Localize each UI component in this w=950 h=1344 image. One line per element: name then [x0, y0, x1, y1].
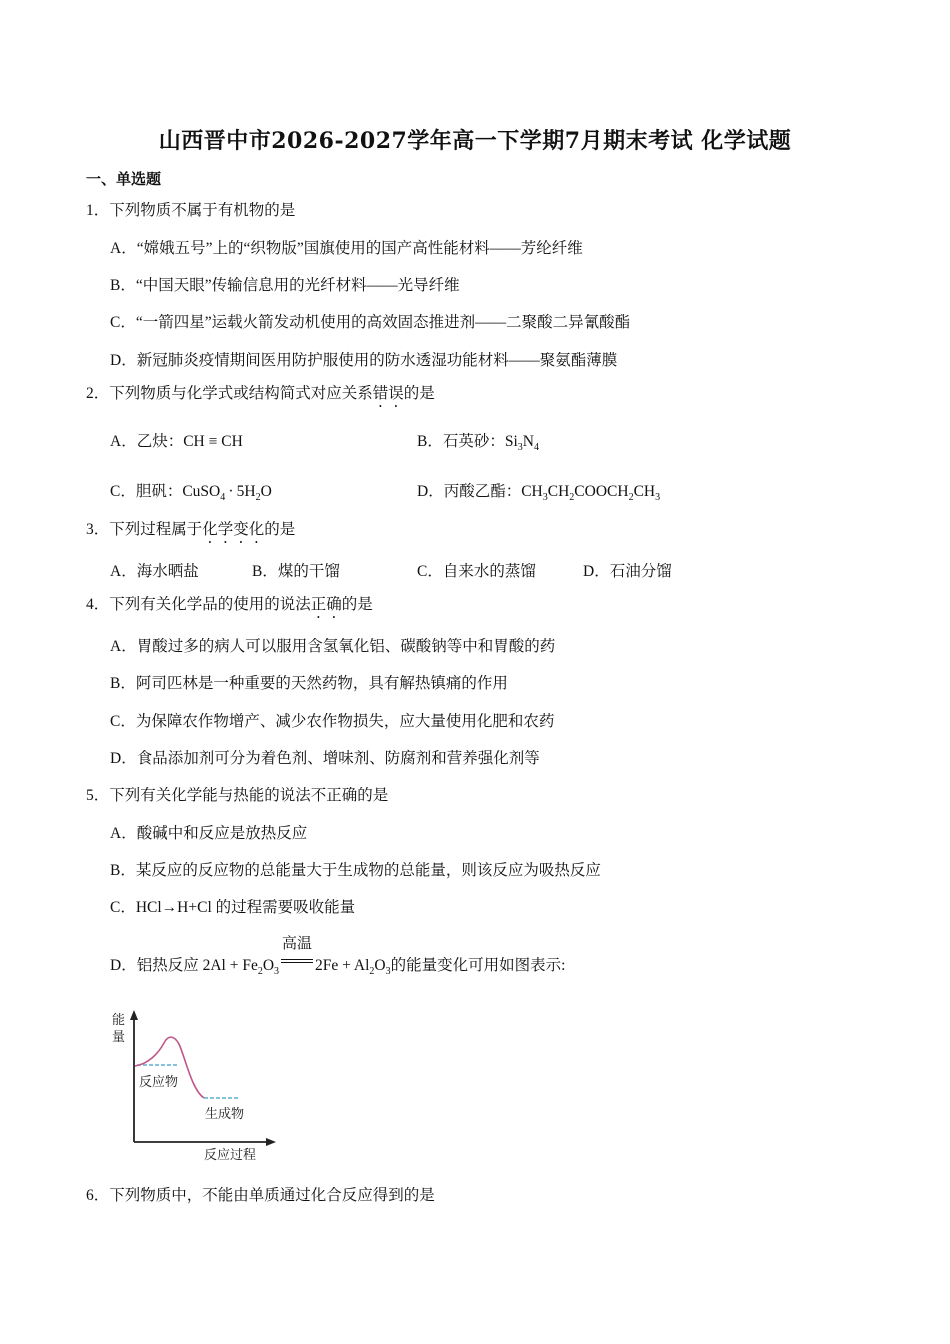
question-2-option-b: B．石英砂：$Si_3N_4$ [417, 433, 539, 453]
question-3-option-b: B．煤的干馏 [252, 563, 340, 580]
question-2-option-d: D．丙酸乙酯：$CH_3CH_2COOCH_2CH_3$ [417, 483, 661, 503]
product-label: 生成物 [205, 1107, 245, 1122]
equation-reactants: $2Al + Fe_2O_3$ [202, 957, 280, 977]
formula-si3n4: $Si_3N_4$ [504, 433, 539, 453]
formula-cuso4: CuSO$_4$ · $5H_2O$ [182, 483, 272, 503]
question-5-stem: 5．下列有关化学能与热能的说法不正确的是 [86, 787, 389, 804]
question-2-option-c: C．胆矾：CuSO$_4$ · $5H_2O$ [110, 483, 272, 503]
y-axis-arrow-icon [130, 1010, 138, 1020]
question-4-option-d: D．食品添加剂可分为着色剂、增味剂、防腐剂和营养强化剂等 [110, 750, 540, 767]
question-5-option-d: D．铝热反应 $2Al + Fe_2O_3$ 高温 $2Fe + Al_2O_3$的能量变化可用如图表示: [110, 936, 566, 977]
question-3-option-d: D．石油分馏 [583, 563, 672, 580]
question-1-option-c: C．“一箭四星”运载火箭发动机使用的高效固态推进剂——二聚酸二异氰酸酯 [110, 314, 631, 331]
y-axis-label-bottom: 量 [112, 1030, 126, 1045]
question-1-option-a: A．“嫦娥五号”上的“织物版”国旗使用的国产高性能材料——芳纶纤维 [110, 240, 583, 257]
question-2-stem: 2．下列物质与化学式或结构简式对应关系错误的是 [86, 385, 435, 402]
question-5-option-c: C．HCl→H+Cl 的过程需要吸收能量 [110, 899, 356, 916]
y-axis-label-top: 能 [112, 1013, 126, 1028]
question-3-emphasis: 化学变化 [202, 521, 265, 538]
section-heading: 一、单选题 [86, 170, 162, 188]
question-1-option-d: D．新冠肺炎疫情期间医用防护服使用的防水透湿功能材料——聚氨酯薄膜 [110, 352, 618, 369]
question-1-stem: 1．下列物质不属于有机物的是 [86, 202, 296, 219]
question-1-option-b: B．“中国天眼”传输信息用的光纤材料——光导纤维 [110, 277, 460, 294]
energy-diagram [104, 1008, 294, 1168]
formula-ethyne: CH ≡ CH [183, 433, 243, 450]
formula-ethyl-propanoate: $CH_3CH_2COOCH_2CH_3$ [521, 483, 661, 503]
question-3-option-a: A．海水晒盐 [110, 563, 199, 580]
reaction-condition: 高温 [280, 956, 314, 970]
question-5-option-b: B．某反应的反应物的总能量大于生成物的总能量，则该反应为吸热反应 [110, 862, 601, 879]
x-axis-arrow-icon [266, 1138, 276, 1146]
question-2-option-a: A．乙炔：CH ≡ CH [110, 433, 243, 450]
question-4-stem: 4．下列有关化学品的使用的说法正确的是 [86, 596, 373, 613]
question-3-stem: 3．下列过程属于化学变化的是 [86, 521, 296, 538]
question-6-stem: 6．下列物质中，不能由单质通过化合反应得到的是 [86, 1187, 435, 1204]
question-2-emphasis: 错误 [372, 385, 404, 402]
x-axis-label: 反应过程 [204, 1148, 257, 1163]
question-4-option-c: C．为保障农作物增产、减少农作物损失，应大量使用化肥和农药 [110, 713, 555, 730]
question-3-option-c: C．自来水的蒸馏 [417, 563, 536, 580]
page-title: 山西晋中市2026-2027学年高一下学期7月期末考试 化学试题 [158, 128, 792, 154]
equation-products: $2Fe + Al_2O_3$ [315, 957, 391, 977]
question-5-option-a: A．酸碱中和反应是放热反应 [110, 825, 308, 842]
reactant-label: 反应物 [139, 1075, 179, 1090]
question-4-option-a: A．胃酸过多的病人可以服用含氢氧化铝、碳酸钠等中和胃酸的药 [110, 638, 556, 655]
question-4-option-b: B．阿司匹林是一种重要的天然药物，具有解热镇痛的作用 [110, 675, 508, 692]
question-4-emphasis: 正确 [310, 596, 342, 613]
